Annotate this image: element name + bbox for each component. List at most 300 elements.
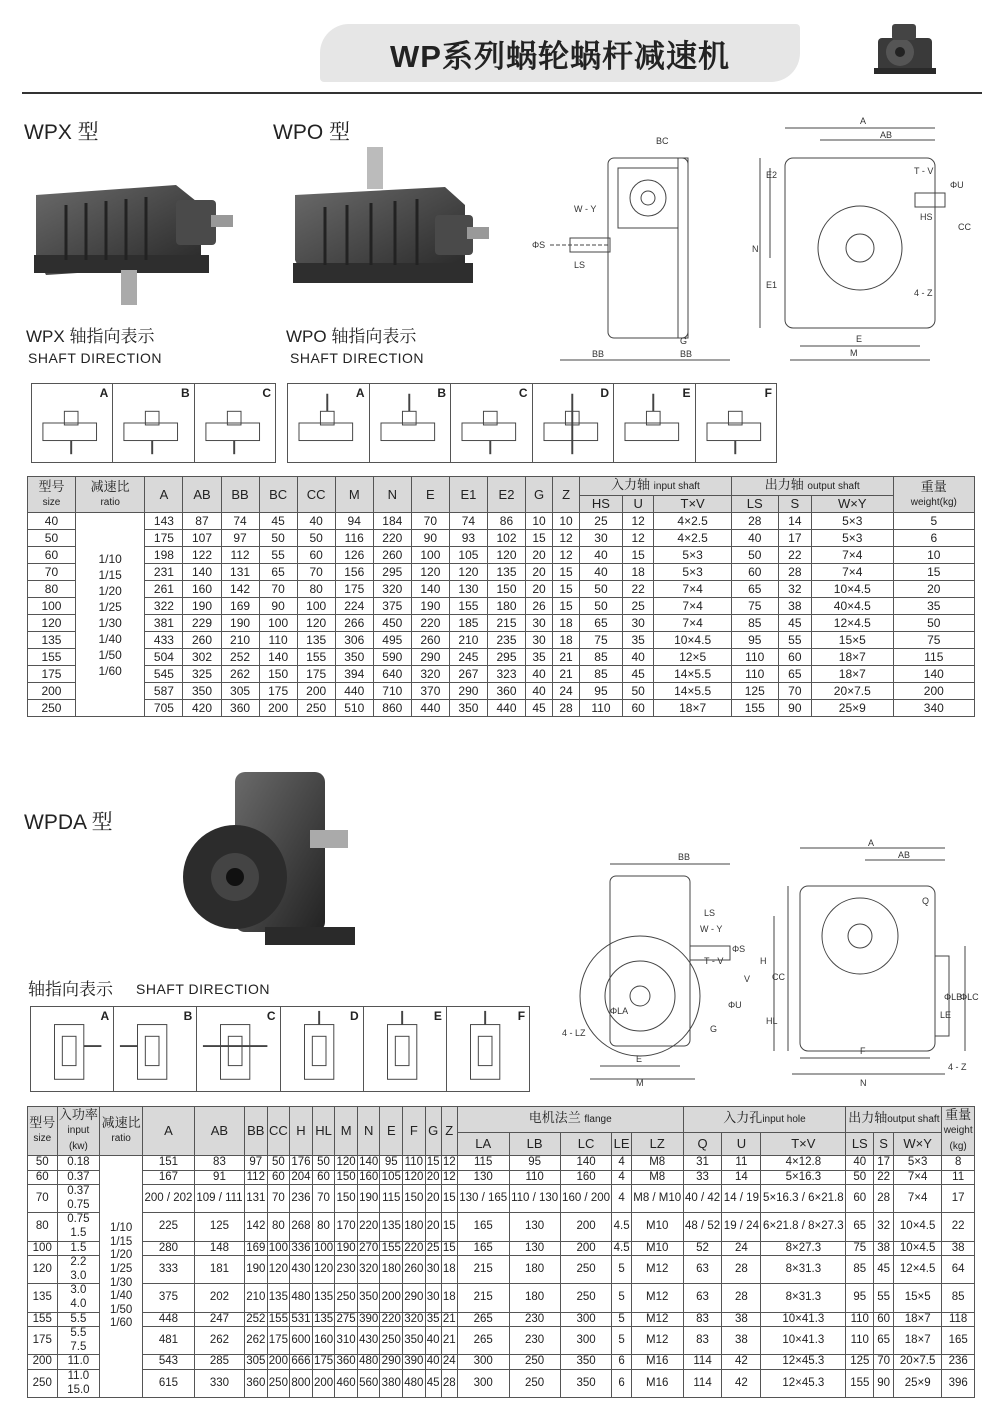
value-cell: 12 (622, 513, 654, 530)
header-col: S (874, 1132, 894, 1155)
value-cell: 40×4.5 (812, 598, 894, 615)
power-value: 5.5 (70, 1312, 87, 1325)
value-cell: 20 (893, 581, 974, 598)
value-cell: 320 (411, 666, 449, 683)
table-row (28, 564, 975, 581)
header-input-hole: 入力孔input hole (683, 1107, 846, 1133)
value-cell: M12 (631, 1327, 683, 1355)
value-cell: 262 (221, 666, 259, 683)
value-cell: 224 (335, 598, 373, 615)
direction-tag: F (517, 1009, 526, 1023)
value-cell: 10 (526, 513, 553, 530)
header-col: CC (267, 1107, 290, 1156)
dim-label: BB (678, 852, 691, 862)
value-cell: 390 (357, 1312, 380, 1327)
dim-label: E (856, 334, 863, 344)
value-cell: 310 (335, 1327, 358, 1355)
value-cell: M16 (631, 1369, 683, 1397)
value-cell: 10×41.3 (761, 1327, 846, 1355)
power-cell (57, 1312, 100, 1327)
wpo-product-photo (275, 145, 490, 305)
value-cell: M8 (631, 1170, 683, 1185)
value-cell: 30 (425, 1284, 441, 1312)
value-cell: 40 (526, 666, 553, 683)
value-cell: 160 (312, 1327, 335, 1355)
value-cell: 25×9 (894, 1369, 942, 1397)
header-ratio: 减速比 ratio (100, 1107, 143, 1156)
value-cell: 306 (335, 632, 373, 649)
value-cell: 250 (267, 1369, 290, 1397)
value-cell: 200 (893, 683, 974, 700)
direction-tag: D (350, 1009, 359, 1023)
value-cell: 15 (441, 1185, 457, 1213)
header-col: H (290, 1107, 313, 1156)
header-col: AB (194, 1107, 244, 1156)
value-cell: 433 (145, 632, 183, 649)
value-cell: 118 (942, 1312, 975, 1327)
ratio-value: 1/30 (109, 1276, 133, 1289)
value-cell: 7×4 (654, 581, 731, 598)
value-cell: 42 (722, 1369, 761, 1397)
value-cell: 12×45.3 (761, 1355, 846, 1370)
value-cell: 290 (380, 1355, 403, 1370)
value-cell: 440 (411, 700, 449, 717)
direction-tag: A (100, 1009, 110, 1023)
value-cell: 615 (143, 1369, 195, 1397)
value-cell: 5 (893, 513, 974, 530)
value-cell: 126 (335, 547, 373, 564)
value-cell: 230 (509, 1327, 560, 1355)
value-cell: 215 (457, 1284, 509, 1312)
direction-tag: C (518, 386, 528, 400)
value-cell: 180 (509, 1284, 560, 1312)
table-row (28, 1241, 975, 1256)
value-cell: 22 (874, 1170, 894, 1185)
power-value: 0.37 (67, 1185, 90, 1198)
value-cell: 167 (143, 1170, 195, 1185)
value-cell: 262 (245, 1327, 268, 1355)
value-cell: 65 (874, 1327, 894, 1355)
value-cell: 5×16.3 / 6×21.8 (761, 1185, 846, 1213)
dim-label: CC (958, 222, 971, 232)
size-cell: 70 (28, 1185, 58, 1213)
value-cell: 7×4 (812, 564, 894, 581)
value-cell: 202 (194, 1284, 244, 1312)
value-cell: 320 (357, 1256, 380, 1284)
value-cell: 12 (441, 1170, 457, 1185)
size-cell: 80 (28, 581, 76, 598)
value-cell: 38 (778, 598, 811, 615)
value-cell: 90 (259, 598, 297, 615)
value-cell: 10 (553, 513, 580, 530)
header-col: U (622, 496, 654, 513)
value-cell: 440 (335, 683, 373, 700)
ratio-value: 1/25 (109, 1262, 133, 1275)
value-cell: 175 (297, 666, 335, 683)
value-cell: 295 (487, 649, 525, 666)
power-cell (57, 1369, 100, 1397)
value-cell: 5×3 (654, 564, 731, 581)
value-cell: 40 (622, 649, 654, 666)
value-cell: 290 (403, 1284, 426, 1312)
value-cell: 105 (380, 1170, 403, 1185)
value-cell: 231 (145, 564, 183, 581)
direction-diagram-b (370, 384, 452, 462)
table-row (28, 632, 975, 649)
value-cell: 15 (553, 598, 580, 615)
value-cell: 21 (441, 1327, 457, 1355)
header-col: U (722, 1132, 761, 1155)
value-cell: 140 (183, 564, 221, 581)
value-cell: 267 (449, 666, 487, 683)
value-cell: 150 (487, 581, 525, 598)
value-cell: M10 (631, 1213, 683, 1241)
value-cell: 300 (457, 1369, 509, 1397)
value-cell: M10 (631, 1241, 683, 1256)
value-cell: 175 (259, 683, 297, 700)
value-cell: 15 (893, 564, 974, 581)
value-cell: 480 (357, 1355, 380, 1370)
value-cell: 350 (335, 649, 373, 666)
value-cell: 160 / 200 (560, 1185, 612, 1213)
value-cell: 480 (290, 1284, 313, 1312)
value-cell: 180 (403, 1213, 426, 1241)
dim-label: LS (704, 908, 716, 918)
direction-tag: F (764, 386, 772, 400)
value-cell: 83 (194, 1156, 244, 1171)
value-cell: 285 (194, 1355, 244, 1370)
value-cell: 440 (487, 700, 525, 717)
value-cell: 7×4 (812, 547, 894, 564)
value-cell: 190 (357, 1185, 380, 1213)
header-output-shaft: 出力轴output shaft (846, 1107, 942, 1133)
value-cell: 160 (183, 581, 221, 598)
value-cell: 85 (731, 615, 778, 632)
value-cell: 95 (846, 1284, 874, 1312)
value-cell: 85 (580, 649, 623, 666)
direction-diagram-e (614, 384, 696, 462)
value-cell: 20 (425, 1213, 441, 1241)
value-cell: 28 (553, 700, 580, 717)
header-col: BB (245, 1107, 268, 1156)
direction-diagram-a (288, 384, 370, 462)
value-cell: 32 (874, 1213, 894, 1241)
header-col: HS (580, 496, 623, 513)
value-cell: 170 (335, 1213, 358, 1241)
value-cell: 38 (942, 1241, 975, 1256)
value-cell: 55 (259, 547, 297, 564)
power-value: 2.2 (70, 1256, 87, 1269)
power-cell (57, 1256, 100, 1284)
power-cell (57, 1355, 100, 1370)
table-row (28, 581, 975, 598)
value-cell: 360 (245, 1369, 268, 1397)
value-cell: 175 (335, 581, 373, 598)
value-cell: 18×7 (812, 649, 894, 666)
value-cell: 504 (145, 649, 183, 666)
direction-tag: A (99, 386, 109, 400)
dim-label: HL (766, 1016, 778, 1026)
value-cell: 60 (297, 547, 335, 564)
dim-label: H (760, 956, 767, 966)
value-cell: 160 (357, 1170, 380, 1185)
value-cell: 93 (449, 530, 487, 547)
value-cell: 481 (143, 1327, 195, 1355)
ratio-value: 1/60 (98, 663, 122, 678)
value-cell: 5×16.3 (761, 1170, 846, 1185)
value-cell: 87 (183, 513, 221, 530)
value-cell: 381 (145, 615, 183, 632)
power-value: 11.0 (67, 1369, 90, 1382)
value-cell: 10×4.5 (812, 581, 894, 598)
value-cell: 130 (509, 1241, 560, 1256)
value-cell: 97 (221, 530, 259, 547)
value-cell: 420 (183, 700, 221, 717)
value-cell: 140 (357, 1156, 380, 1171)
value-cell: M8 / M10 (631, 1185, 683, 1213)
wpda-direction-label-en: SHAFT DIRECTION (136, 981, 271, 997)
value-cell: 587 (145, 683, 183, 700)
table-header-row (28, 477, 975, 496)
size-cell: 155 (28, 649, 76, 666)
value-cell: 261 (145, 581, 183, 598)
value-cell: 48 / 52 (683, 1213, 722, 1241)
value-cell: 112 (221, 547, 259, 564)
value-cell: 250 (335, 1284, 358, 1312)
value-cell: 184 (373, 513, 411, 530)
size-cell: 135 (28, 632, 76, 649)
direction-diagram-a (32, 384, 113, 462)
header-col: N (357, 1107, 380, 1156)
header-ratio: 减速比 ratio (75, 477, 144, 513)
value-cell: 333 (143, 1256, 195, 1284)
direction-diagram-shape (370, 384, 451, 462)
value-cell: 24 (722, 1241, 761, 1256)
direction-tag: B (183, 1009, 193, 1023)
value-cell: 95 (731, 632, 778, 649)
value-cell: 220 (357, 1213, 380, 1241)
header-col: W×Y (812, 496, 894, 513)
header-col: Z (553, 477, 580, 513)
value-cell: 125 (846, 1355, 874, 1370)
value-cell: 70 (411, 513, 449, 530)
value-cell: 5×3 (894, 1156, 942, 1171)
value-cell: 252 (245, 1312, 268, 1327)
value-cell: 165 (942, 1327, 975, 1355)
header-col: T×V (761, 1132, 846, 1155)
value-cell: 350 (449, 700, 487, 717)
ratio-cell (75, 513, 144, 717)
size-cell: 200 (28, 683, 76, 700)
value-cell: 260 (183, 632, 221, 649)
value-cell: 50 (622, 683, 654, 700)
power-cell (57, 1241, 100, 1256)
value-cell: 18 (553, 632, 580, 649)
wpda-label: WPDA 型 (24, 811, 113, 834)
value-cell: 322 (145, 598, 183, 615)
value-cell: 75 (846, 1241, 874, 1256)
value-cell: 50 (580, 581, 623, 598)
value-cell: 131 (245, 1185, 268, 1213)
value-cell: 18×7 (894, 1312, 942, 1327)
value-cell: 135 (312, 1312, 335, 1327)
header-input-shaft: 入力轴 input shaft (580, 477, 732, 496)
value-cell: 15 (553, 581, 580, 598)
direction-diagram-f (447, 1007, 529, 1091)
value-cell: 120 (297, 615, 335, 632)
value-cell: 360 (335, 1355, 358, 1370)
table-row (28, 547, 975, 564)
size-cell: 250 (28, 700, 76, 717)
header-output-shaft: 出力轴 output shaft (731, 477, 893, 496)
value-cell: 180 (487, 598, 525, 615)
value-cell: 60 (267, 1170, 290, 1185)
dim-label: BB (680, 349, 693, 359)
direction-diagram-a (31, 1007, 114, 1091)
value-cell: 135 (380, 1213, 403, 1241)
power-value: 3.0 (70, 1284, 87, 1297)
wpx-dimension-drawing (530, 108, 988, 373)
value-cell: 247 (194, 1312, 244, 1327)
value-cell: 110 (731, 649, 778, 666)
ratio-value: 1/25 (98, 599, 122, 614)
direction-diagram-shape (451, 384, 532, 462)
value-cell: 590 (373, 649, 411, 666)
power-value: 15.0 (67, 1383, 90, 1396)
value-cell: 20 (526, 581, 553, 598)
dim-label: F (860, 1046, 866, 1056)
value-cell: 396 (942, 1369, 975, 1397)
value-cell: 14×5.5 (654, 683, 731, 700)
value-cell: 705 (145, 700, 183, 717)
value-cell: 105 (449, 547, 487, 564)
value-cell: 33 (683, 1170, 722, 1185)
value-cell: 12×4.5 (812, 615, 894, 632)
value-cell: 40 (425, 1355, 441, 1370)
value-cell: 4×12.8 (761, 1156, 846, 1171)
header-col: G (526, 477, 553, 513)
wpx-wpo-dimension-table (27, 476, 975, 717)
value-cell: 28 (874, 1185, 894, 1213)
dim-label: AB (898, 850, 911, 860)
ratio-value: 1/40 (109, 1290, 133, 1303)
direction-diagram-shape (195, 384, 275, 462)
wpx-direction-label: WPX 轴指向表示 (26, 327, 155, 346)
page-title: WP系列蜗轮蜗杆减速机 (320, 24, 800, 82)
header-flange: 电机法兰 flange (457, 1107, 683, 1133)
value-cell: 6 (893, 530, 974, 547)
value-cell: 290 (411, 649, 449, 666)
value-cell: 60 (731, 564, 778, 581)
value-cell: 4.5 (612, 1241, 631, 1256)
value-cell: 185 (449, 615, 487, 632)
value-cell: 83 (683, 1327, 722, 1355)
value-cell: 40 (580, 564, 623, 581)
value-cell: 15 (622, 547, 654, 564)
value-cell: 15 (441, 1241, 457, 1256)
value-cell: 40 (731, 530, 778, 547)
header-col: LE (612, 1132, 631, 1155)
size-cell: 120 (28, 1256, 58, 1284)
value-cell: 640 (373, 666, 411, 683)
value-cell: 12 (553, 547, 580, 564)
value-cell: 50 (731, 547, 778, 564)
value-cell: 70 (259, 581, 297, 598)
wpo-label: WPO 型 (273, 121, 350, 144)
value-cell: 120 (335, 1156, 358, 1171)
header-col: F (403, 1107, 426, 1156)
power-cell (57, 1185, 100, 1213)
value-cell: 350 (183, 683, 221, 700)
ratio-value: 1/10 (109, 1222, 133, 1235)
value-cell: 225 (143, 1213, 195, 1241)
value-cell: 5×3 (812, 513, 894, 530)
value-cell: 120 (449, 564, 487, 581)
value-cell: 18 (441, 1256, 457, 1284)
value-cell: 125 (731, 683, 778, 700)
value-cell: 230 (335, 1256, 358, 1284)
header-col: E (411, 477, 449, 513)
value-cell: 165 (457, 1241, 509, 1256)
direction-diagram-shape (447, 1007, 529, 1091)
value-cell: 800 (290, 1369, 313, 1397)
value-cell: 18×7 (812, 666, 894, 683)
value-cell: 95 (380, 1156, 403, 1171)
table-header-row (28, 1107, 975, 1133)
header-col: LB (509, 1132, 560, 1155)
value-cell: 18×7 (654, 700, 731, 717)
value-cell: 10×41.3 (761, 1312, 846, 1327)
direction-tag: D (600, 386, 609, 400)
header-weight: 重量 weight (kg) (942, 1107, 975, 1156)
value-cell: 250 (509, 1369, 560, 1397)
value-cell: 250 (560, 1256, 612, 1284)
header-rule (22, 92, 982, 94)
value-cell: 430 (290, 1256, 313, 1284)
value-cell: 80 (312, 1213, 335, 1241)
ratio-value: 1/40 (98, 631, 122, 646)
value-cell: 17 (942, 1185, 975, 1213)
value-cell: 155 (380, 1241, 403, 1256)
value-cell: 50 (267, 1156, 290, 1171)
value-cell: 60 (846, 1185, 874, 1213)
value-cell: 95 (509, 1156, 560, 1171)
value-cell: 300 (560, 1312, 612, 1327)
size-cell: 135 (28, 1284, 58, 1312)
direction-diagram-b (113, 384, 194, 462)
value-cell: 200 (297, 683, 335, 700)
dim-label: Q (922, 896, 930, 906)
value-cell: 220 (411, 615, 449, 632)
value-cell: 350 (560, 1355, 612, 1370)
dim-label: ΦS (532, 240, 546, 250)
value-cell: 360 (221, 700, 259, 717)
value-cell: 85 (846, 1256, 874, 1284)
value-cell: 75 (580, 632, 623, 649)
value-cell: 300 (560, 1327, 612, 1355)
size-cell: 60 (28, 547, 76, 564)
value-cell: 45 (259, 513, 297, 530)
value-cell: 140 (893, 666, 974, 683)
value-cell: 148 (194, 1241, 244, 1256)
size-cell: 50 (28, 530, 76, 547)
value-cell: 20 (425, 1185, 441, 1213)
value-cell: 150 (403, 1185, 426, 1213)
value-cell: 370 (411, 683, 449, 700)
header-col: G (425, 1107, 441, 1156)
size-cell: 200 (28, 1355, 58, 1370)
dim-label: LE (940, 1010, 952, 1020)
